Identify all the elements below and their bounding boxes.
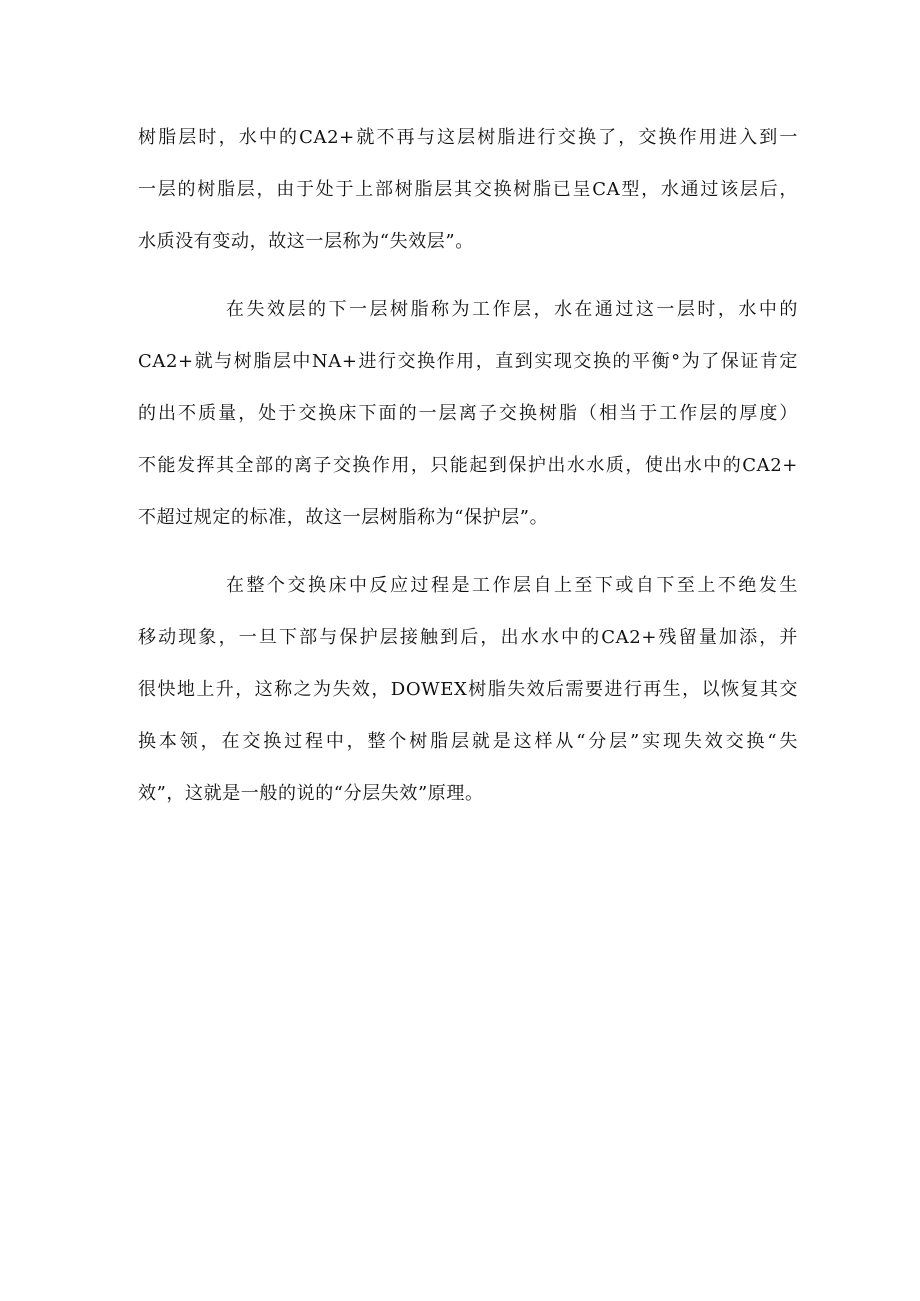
document-body <box>138 112 798 820</box>
text-line: 移动现象，一旦下部与保护层接触到后，出水水中的CA2+残留量加添，并 <box>138 627 798 648</box>
text-line: 树脂层时，水中的CA2+就不再与这层树脂进行交换了，交换作用进入到一 <box>138 127 798 148</box>
paragraph-3 <box>138 560 798 820</box>
paragraph-spacer <box>138 268 798 284</box>
text-line: 不能发挥其全部的离子交换作用，只能起到保护出水水质，使出水中的CA2+ <box>138 455 798 476</box>
text-line: 很快地上升，这称之为失效，DOWEX树脂失效后需要进行再生，以恢复其交 <box>138 679 798 700</box>
paragraph-spacer <box>138 544 798 560</box>
text-line: 在整个交换床中反应过程是工作层自上至下或自下至上不绝发生 <box>226 575 798 596</box>
text-line: 的出不质量，处于交换床下面的一层离子交换树脂（相当于工作层的厚度） <box>138 403 798 424</box>
paragraph-2 <box>138 284 798 544</box>
text-line: 水质没有变动，故这一层称为“失效层”。 <box>138 231 474 252</box>
text-line: 在失效层的下一层树脂称为工作层，水在通过这一层时，水中的 <box>226 299 798 320</box>
paragraph-1 <box>138 112 798 268</box>
text-line: 一层的树脂层，由于处于上部树脂层其交换树脂已呈CA型，水通过该层后， <box>138 179 798 200</box>
text-line: 不超过规定的标准，故这一层树脂称为“保护层”。 <box>138 507 549 528</box>
text-line: CA2+就与树脂层中NA+进行交换作用，直到实现交换的平衡°为了保证肯定 <box>138 351 798 372</box>
text-line: 效”，这就是一般的说的“分层失效”原理。 <box>138 783 484 804</box>
text-line: 换本领，在交换过程中，整个树脂层就是这样从“分层”实现失效交换“失 <box>138 731 798 752</box>
